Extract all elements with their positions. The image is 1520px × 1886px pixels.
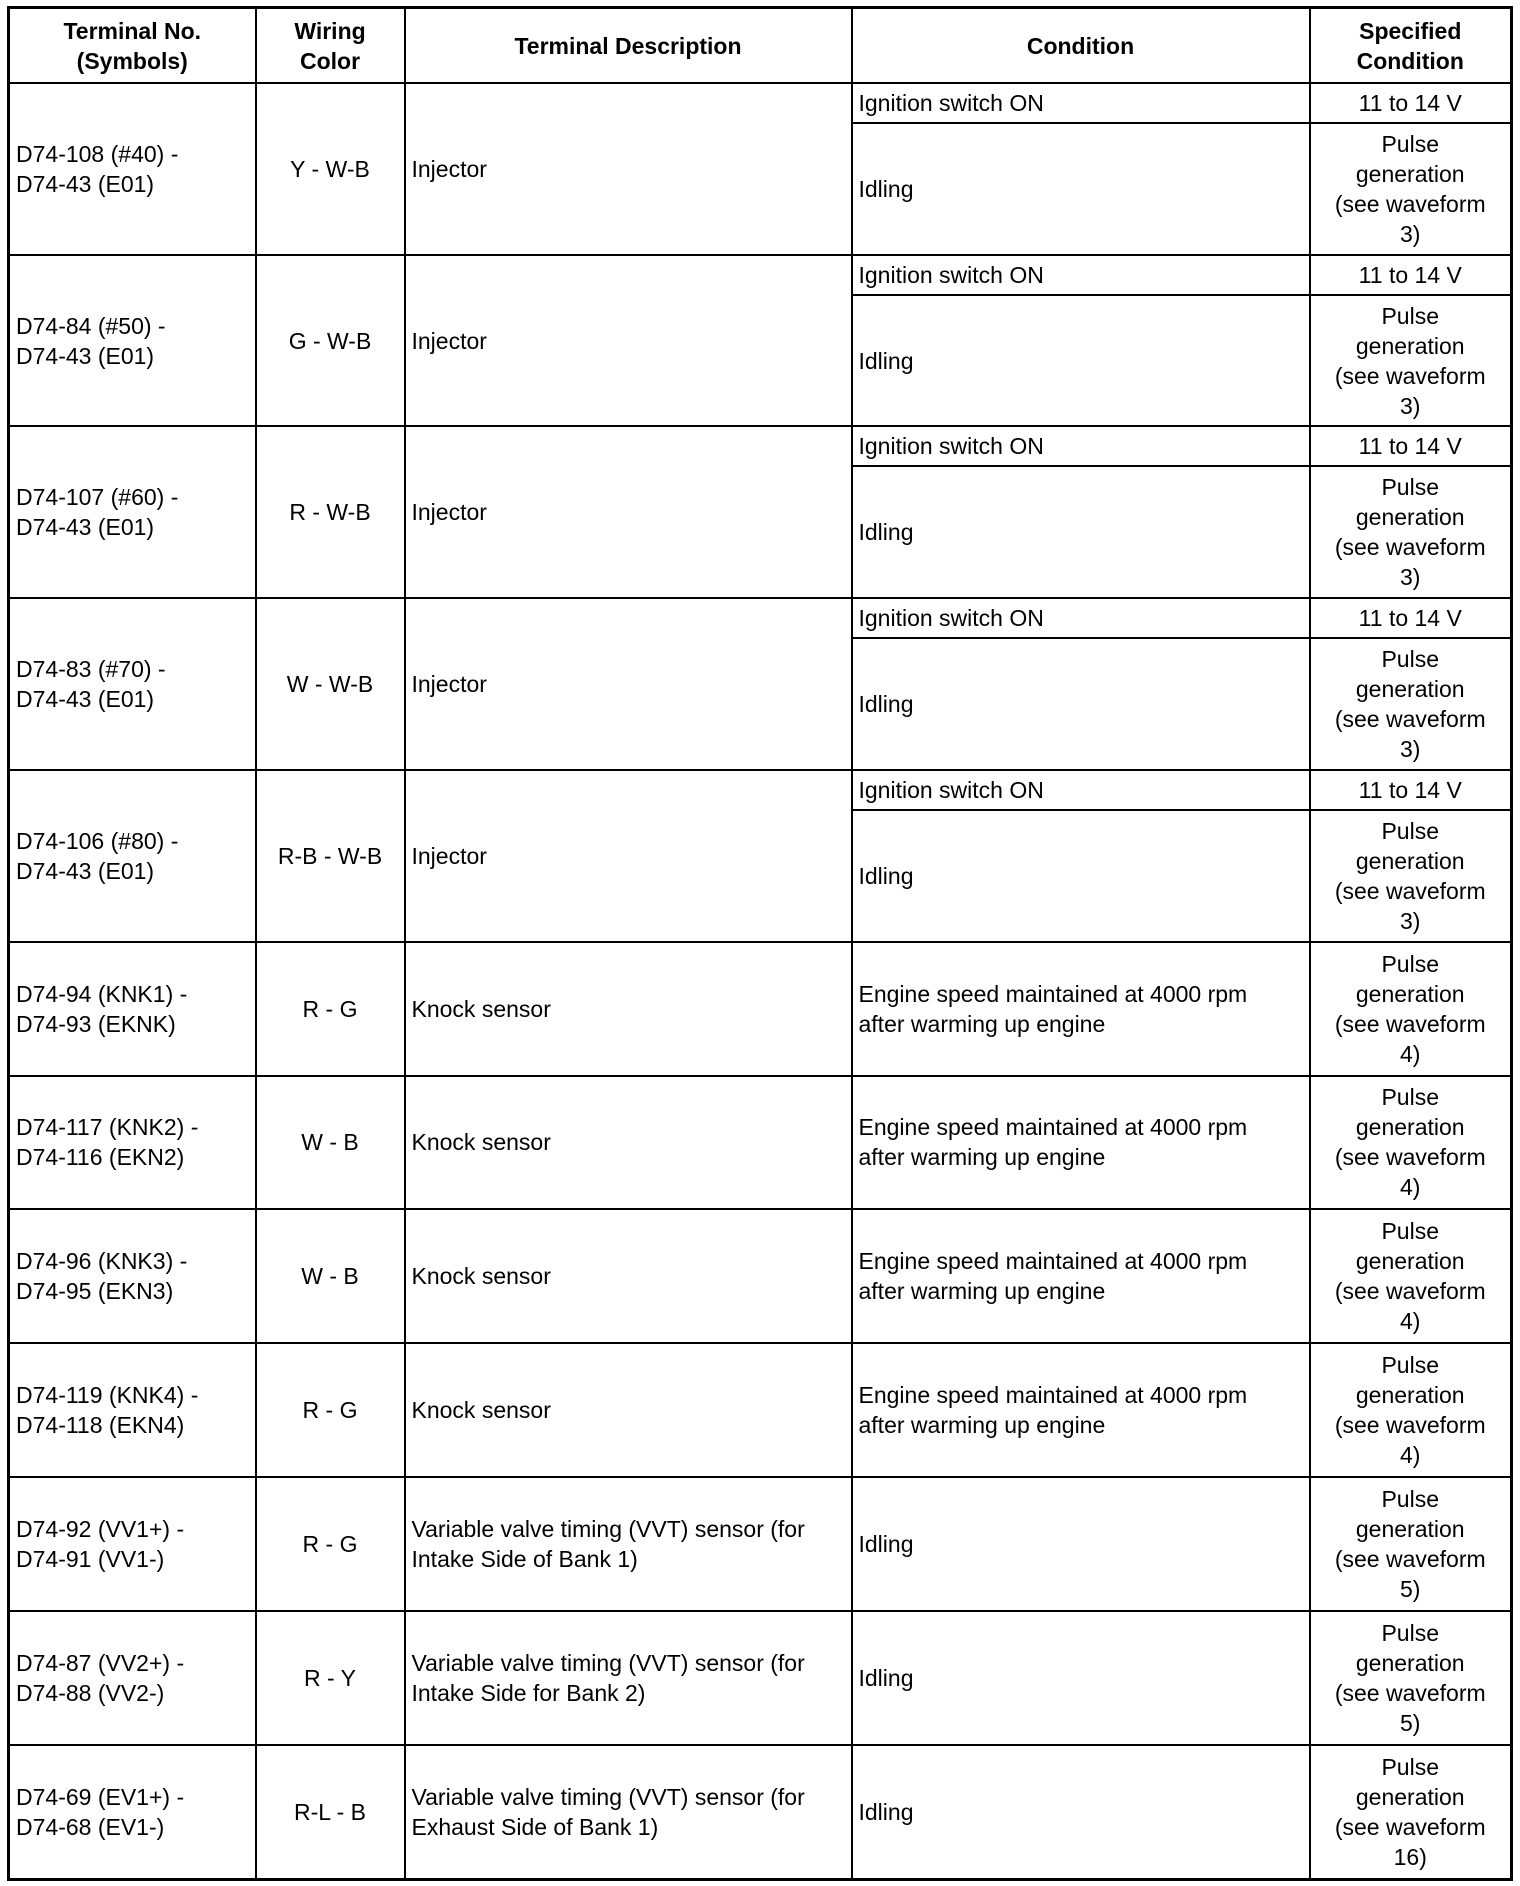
spec-cell: Pulse generation (see waveform 3) xyxy=(1310,810,1512,942)
wiring-color-cell: Y - W-B xyxy=(256,83,405,255)
description-cell: Injector xyxy=(405,83,852,255)
header-specified-condition: Specified Condition xyxy=(1310,8,1512,84)
terminal-cell: D74-108 (#40) - D74-43 (E01) xyxy=(9,83,256,255)
table-row xyxy=(9,1343,1512,1477)
terminal-spec-table xyxy=(7,6,1513,1881)
terminal-cell: D74-87 (VV2+) - D74-88 (VV2-) xyxy=(9,1611,256,1745)
condition-cell: Ignition switch ON xyxy=(852,426,1310,466)
header-terminal: Terminal No. (Symbols) xyxy=(9,8,256,84)
spec-cell: Pulse generation (see waveform 3) xyxy=(1310,466,1512,598)
table-row xyxy=(9,598,1512,638)
condition-cell: Engine speed maintained at 4000 rpm after warming up engine xyxy=(852,1076,1310,1210)
table-header xyxy=(9,8,1512,84)
table-body xyxy=(9,83,1512,1880)
spec-cell: 11 to 14 V xyxy=(1310,255,1512,295)
terminal-cell: D74-84 (#50) - D74-43 (E01) xyxy=(9,255,256,427)
wiring-color-cell: G - W-B xyxy=(256,255,405,427)
table-row xyxy=(9,1076,1512,1210)
wiring-color-cell: W - B xyxy=(256,1209,405,1343)
header-wiring-color: Wiring Color xyxy=(256,8,405,84)
wiring-color-cell: W - W-B xyxy=(256,598,405,770)
condition-cell: Idling xyxy=(852,638,1310,770)
condition-cell: Engine speed maintained at 4000 rpm after warming up engine xyxy=(852,1209,1310,1343)
description-cell: Variable valve timing (VVT) sensor (for Intake Side of Bank 1) xyxy=(405,1477,852,1611)
condition-cell: Idling xyxy=(852,1611,1310,1745)
table-row xyxy=(9,1611,1512,1745)
description-cell: Injector xyxy=(405,255,852,427)
terminal-cell: D74-106 (#80) - D74-43 (E01) xyxy=(9,770,256,942)
condition-cell: Idling xyxy=(852,1477,1310,1611)
table-row xyxy=(9,426,1512,466)
wiring-color-cell: R - G xyxy=(256,1343,405,1477)
table-row xyxy=(9,1209,1512,1343)
wiring-color-cell: R - G xyxy=(256,1477,405,1611)
spec-cell: 11 to 14 V xyxy=(1310,770,1512,810)
condition-cell: Idling xyxy=(852,295,1310,427)
terminal-cell: D74-83 (#70) - D74-43 (E01) xyxy=(9,598,256,770)
condition-cell: Ignition switch ON xyxy=(852,83,1310,123)
header-terminal-description: Terminal Description xyxy=(405,8,852,84)
terminal-cell: D74-69 (EV1+) - D74-68 (EV1-) xyxy=(9,1745,256,1879)
condition-cell: Idling xyxy=(852,810,1310,942)
spec-cell: Pulse generation (see waveform 5) xyxy=(1310,1477,1512,1611)
spec-cell: 11 to 14 V xyxy=(1310,598,1512,638)
terminal-cell: D74-96 (KNK3) - D74-95 (EKN3) xyxy=(9,1209,256,1343)
terminal-cell: D74-92 (VV1+) - D74-91 (VV1-) xyxy=(9,1477,256,1611)
description-cell: Knock sensor xyxy=(405,1343,852,1477)
description-cell: Injector xyxy=(405,598,852,770)
spec-cell: Pulse generation (see waveform 3) xyxy=(1310,123,1512,255)
spec-cell: 11 to 14 V xyxy=(1310,426,1512,466)
condition-cell: Engine speed maintained at 4000 rpm after warming up engine xyxy=(852,1343,1310,1477)
condition-cell: Idling xyxy=(852,1745,1310,1879)
description-cell: Variable valve timing (VVT) sensor (for Intake Side for Bank 2) xyxy=(405,1611,852,1745)
spec-cell: Pulse generation (see waveform 3) xyxy=(1310,638,1512,770)
description-cell: Injector xyxy=(405,770,852,942)
description-cell: Variable valve timing (VVT) sensor (for Exhaust Side of Bank 1) xyxy=(405,1745,852,1879)
header-condition: Condition xyxy=(852,8,1310,84)
condition-cell: Ignition switch ON xyxy=(852,255,1310,295)
terminal-cell: D74-119 (KNK4) - D74-118 (EKN4) xyxy=(9,1343,256,1477)
condition-cell: Idling xyxy=(852,123,1310,255)
spec-cell: Pulse generation (see waveform 4) xyxy=(1310,1209,1512,1343)
table-row xyxy=(9,1477,1512,1611)
description-cell: Knock sensor xyxy=(405,1076,852,1210)
spec-cell: Pulse generation (see waveform 16) xyxy=(1310,1745,1512,1879)
condition-cell: Idling xyxy=(852,466,1310,598)
spec-cell: Pulse generation (see waveform 5) xyxy=(1310,1611,1512,1745)
condition-cell: Ignition switch ON xyxy=(852,770,1310,810)
spec-cell: Pulse generation (see waveform 4) xyxy=(1310,1343,1512,1477)
condition-cell: Engine speed maintained at 4000 rpm after warming up engine xyxy=(852,942,1310,1076)
spec-cell: Pulse generation (see waveform 3) xyxy=(1310,295,1512,427)
table-row xyxy=(9,770,1512,810)
wiring-color-cell: R - Y xyxy=(256,1611,405,1745)
spec-cell: 11 to 14 V xyxy=(1310,83,1512,123)
spec-cell: Pulse generation (see waveform 4) xyxy=(1310,1076,1512,1210)
table-row xyxy=(9,255,1512,295)
description-cell: Injector xyxy=(405,426,852,598)
wiring-color-cell: R-B - W-B xyxy=(256,770,405,942)
wiring-color-cell: R-L - B xyxy=(256,1745,405,1879)
table-row xyxy=(9,942,1512,1076)
description-cell: Knock sensor xyxy=(405,942,852,1076)
terminal-cell: D74-94 (KNK1) - D74-93 (EKNK) xyxy=(9,942,256,1076)
wiring-color-cell: W - B xyxy=(256,1076,405,1210)
description-cell: Knock sensor xyxy=(405,1209,852,1343)
table-row xyxy=(9,83,1512,123)
table-row xyxy=(9,1745,1512,1879)
terminal-cell: D74-107 (#60) - D74-43 (E01) xyxy=(9,426,256,598)
wiring-color-cell: R - W-B xyxy=(256,426,405,598)
spec-cell: Pulse generation (see waveform 4) xyxy=(1310,942,1512,1076)
wiring-color-cell: R - G xyxy=(256,942,405,1076)
condition-cell: Ignition switch ON xyxy=(852,598,1310,638)
terminal-cell: D74-117 (KNK2) - D74-116 (EKN2) xyxy=(9,1076,256,1210)
